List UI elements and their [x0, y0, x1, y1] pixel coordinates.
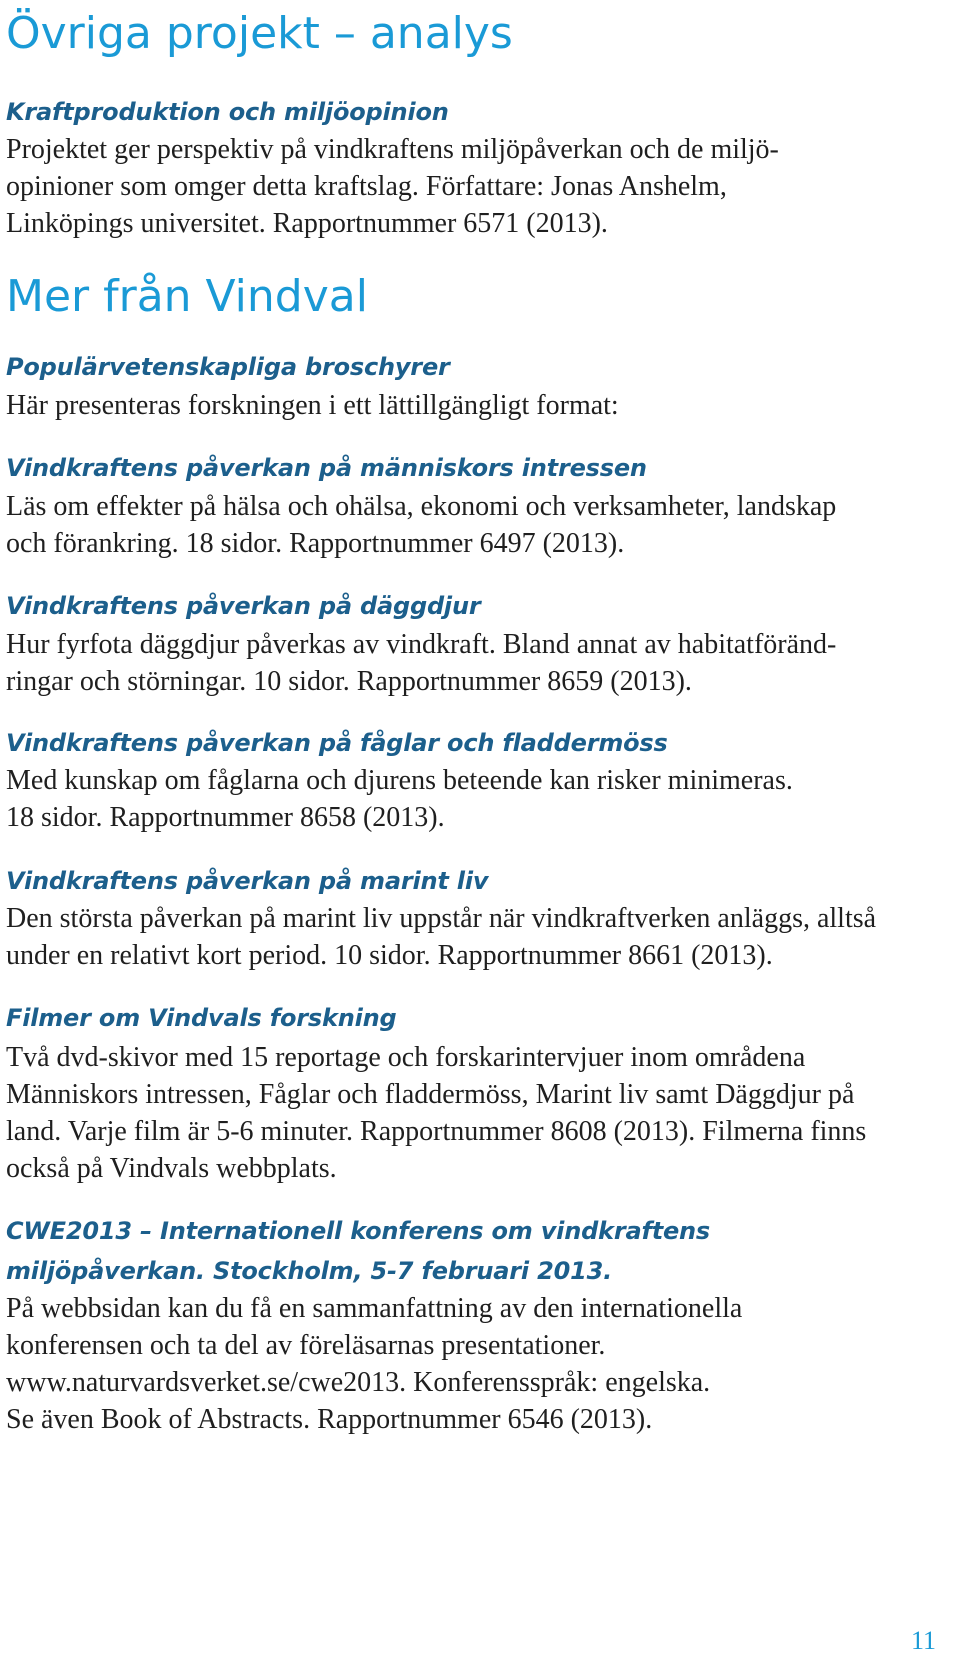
- subheading-popularvetenskapliga: Populärvetenskapliga broschyrer: [6, 353, 450, 381]
- subheading-daggdjur: Vindkraftens påverkan på däggdjur: [6, 592, 481, 620]
- paragraph-line: ringar och störningar. 10 sidor. Rapportnummer 8659 (2013).: [6, 666, 692, 697]
- paragraph-line: www.naturvardsverket.se/cwe2013. Konferensspråk: engelska.: [6, 1367, 711, 1398]
- subheading-kraftproduktion: Kraftproduktion och miljöopinion: [6, 98, 449, 126]
- paragraph-line: Hur fyrfota däggdjur påverkas av vindkraft. Bland annat av habitatföränd-: [6, 629, 837, 660]
- subheading-manniskors-intressen: Vindkraftens påverkan på människors intressen: [6, 454, 647, 482]
- paragraph-line: land. Varje film är 5-6 minuter. Rapportnummer 8608 (2013). Filmerna finns: [6, 1116, 867, 1147]
- paragraph-line: och förankring. 18 sidor. Rapportnummer 6497 (2013).: [6, 528, 625, 559]
- paragraph-line: Människors intressen, Fåglar och fladdermöss, Marint liv samt Däggdjur på: [6, 1079, 855, 1110]
- paragraph-line: Två dvd-skivor med 15 reportage och forskarintervjuer inom områdena: [6, 1042, 806, 1073]
- paragraph-line: Linköpings universitet. Rapportnummer 6571 (2013).: [6, 208, 608, 239]
- paragraph-line: Med kunskap om fåglarna och djurens beteende kan risker minimeras.: [6, 765, 793, 796]
- subheading-filmer: Filmer om Vindvals forskning: [6, 1004, 397, 1032]
- paragraph-line: Läs om effekter på hälsa och ohälsa, ekonomi och verksamheter, landskap: [6, 491, 837, 522]
- paragraph-line: På webbsidan kan du få en sammanfattning av den internationella: [6, 1293, 743, 1324]
- paragraph-line: under en relativt kort period. 10 sidor. Rapportnummer 8661 (2013).: [6, 940, 773, 971]
- paragraph-line: Den största påverkan på marint liv uppstår när vindkraftverken anläggs, alltså: [6, 903, 877, 934]
- paragraph-line: konferensen och ta del av föreläsarnas presentationer.: [6, 1330, 606, 1361]
- paragraph-line: Projektet ger perspektiv på vindkraftens miljöpåverkan och de miljö-: [6, 134, 779, 165]
- paragraph-line: Här presenteras forskningen i ett lättillgängligt format:: [6, 390, 619, 421]
- subheading-faglar-fladdermoss: Vindkraftens påverkan på fåglar och fladdermöss: [6, 729, 668, 757]
- page-number: 11: [910, 1626, 936, 1655]
- paragraph-line: 18 sidor. Rapportnummer 8658 (2013).: [6, 802, 445, 833]
- paragraph-line: Se även Book of Abstracts. Rapportnummer 6546 (2013).: [6, 1404, 653, 1435]
- paragraph-line: också på Vindvals webbplats.: [6, 1153, 337, 1184]
- paragraph-line: opinioner som omger detta kraftslag. Författare: Jonas Anshelm,: [6, 171, 727, 202]
- subheading-cwe2013-cont: miljöpåverkan. Stockholm, 5-7 februari 2013.: [6, 1257, 613, 1285]
- subheading-marint-liv: Vindkraftens påverkan på marint liv: [6, 867, 489, 895]
- heading-ovriga-projekt: Övriga projekt – analys: [6, 8, 513, 59]
- heading-mer-fran-vindval: Mer från Vindval: [6, 271, 368, 322]
- subheading-cwe2013: CWE2013 – Internationell konferens om vindkraftens: [6, 1217, 711, 1245]
